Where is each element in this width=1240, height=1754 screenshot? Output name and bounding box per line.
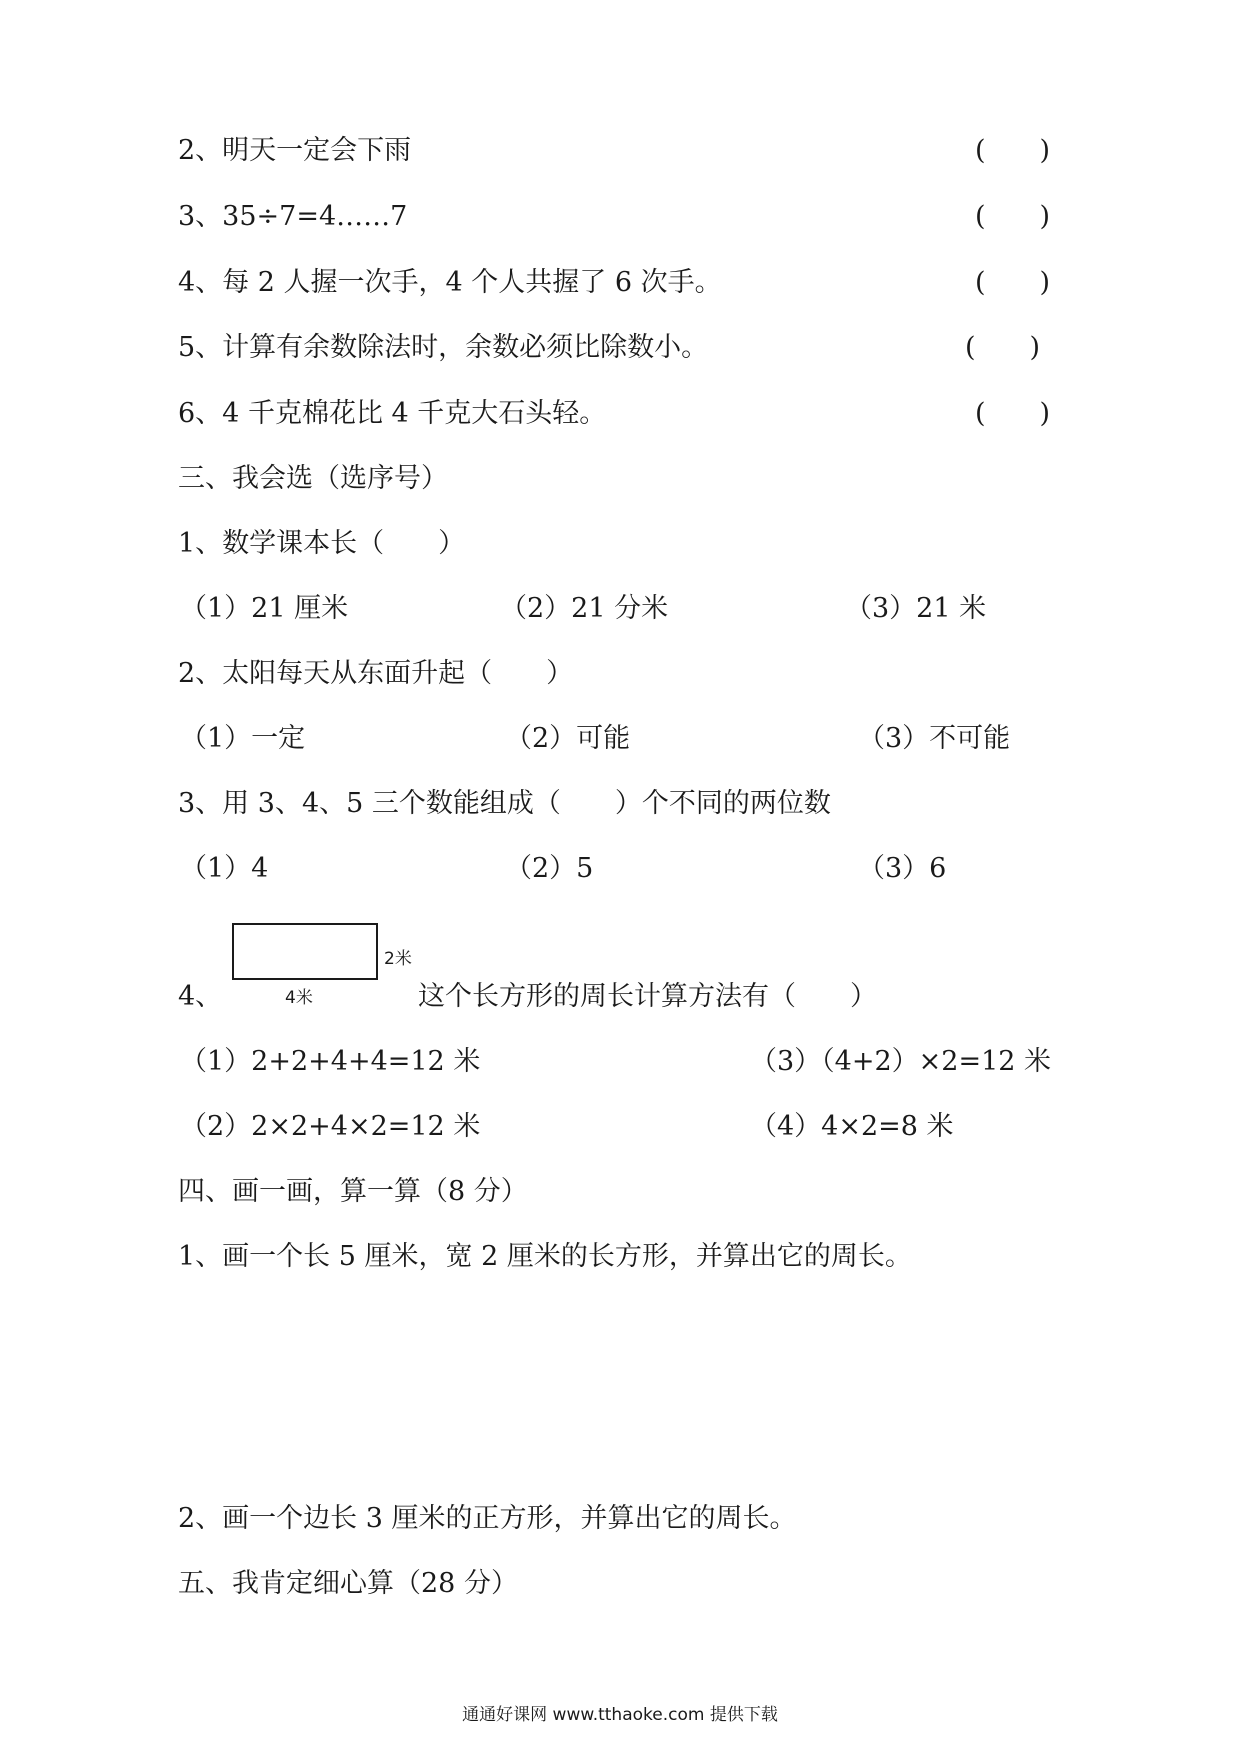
- choice-option: （1）4: [180, 853, 269, 884]
- rectangle-width-label: 4米: [285, 988, 313, 1008]
- choice-option: （2）5: [505, 853, 594, 884]
- choice-option: （3）（4+2）×2=12 米: [750, 1046, 1052, 1077]
- section-5-heading: 五、我肯定细心算（28 分）: [178, 1568, 518, 1599]
- rectangle-height-label: 2米: [384, 949, 412, 969]
- judge-item-2: 2、明天一定会下雨: [178, 135, 412, 166]
- choice-option: （2）21 分米: [500, 593, 669, 624]
- choice-option: （3）不可能: [858, 723, 1011, 754]
- choice-option: （4）4×2=8 米: [750, 1111, 954, 1142]
- rectangle-figure: [232, 923, 378, 980]
- choice-question-4: 这个长方形的周长计算方法有（ ）: [418, 981, 877, 1012]
- choice-option: （3）6: [858, 853, 947, 884]
- answer-blank[interactable]: ( ): [975, 135, 1051, 166]
- choice-option: （1）2+2+4+4=12 米: [180, 1046, 481, 1077]
- answer-blank[interactable]: ( ): [975, 201, 1051, 232]
- judge-item-5: 5、计算有余数除法时，余数必须比除数小。: [178, 332, 709, 363]
- judge-item-3: 3、35÷7=4……7: [178, 201, 408, 232]
- answer-blank[interactable]: ( ): [965, 332, 1041, 363]
- choice-question-3: 3、用 3、4、5 三个数能组成（ ）个不同的两位数: [178, 788, 831, 819]
- answer-blank[interactable]: ( ): [975, 267, 1051, 298]
- section-4-heading: 四、画一画，算一算（8 分）: [178, 1176, 528, 1207]
- choice-option: （2）可能: [505, 723, 631, 754]
- choice-option: （1）21 厘米: [180, 593, 349, 624]
- draw-question-1: 1、画一个长 5 厘米，宽 2 厘米的长方形，并算出它的周长。: [178, 1241, 912, 1272]
- section-3-heading: 三、我会选（选序号）: [178, 463, 448, 494]
- footer-source: 通通好课网 www.tthaoke.com 提供下载: [462, 1705, 778, 1725]
- choice-option: （3）21 米: [845, 593, 987, 624]
- choice-option: （2）2×2+4×2=12 米: [180, 1111, 481, 1142]
- choice-question-2: 2、太阳每天从东面升起（ ）: [178, 658, 574, 689]
- answer-blank[interactable]: ( ): [975, 398, 1051, 429]
- judge-item-6: 6、4 千克棉花比 4 千克大石头轻。: [178, 398, 607, 429]
- choice-question-4-number: 4、: [178, 981, 223, 1012]
- choice-option: （1）一定: [180, 723, 306, 754]
- judge-item-4: 4、每 2 人握一次手，4 个人共握了 6 次手。: [178, 267, 722, 298]
- choice-question-1: 1、数学课本长（ ）: [178, 528, 466, 559]
- draw-question-2: 2、画一个边长 3 厘米的正方形，并算出它的周长。: [178, 1503, 797, 1534]
